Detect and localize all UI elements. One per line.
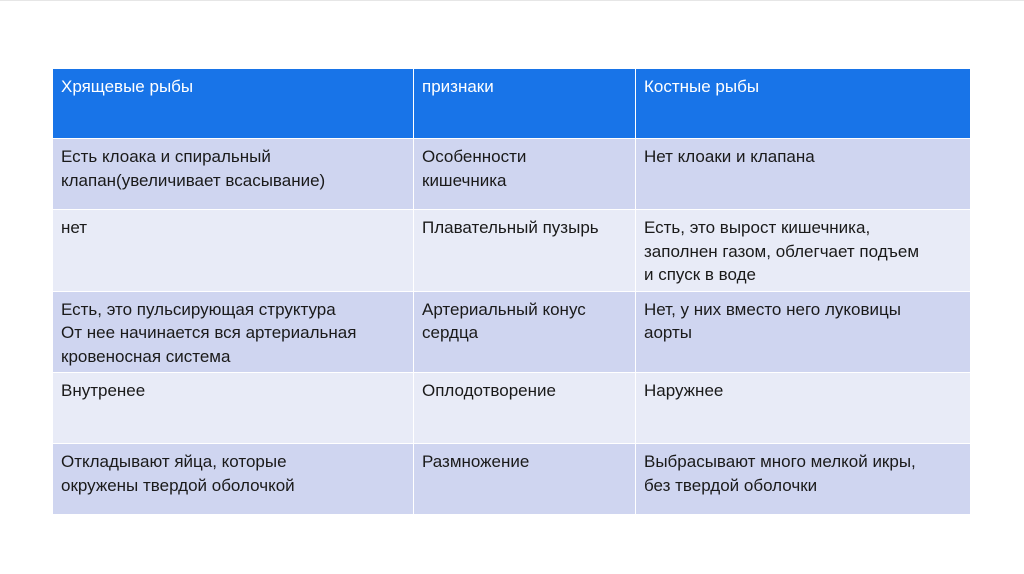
table-row [53,210,971,292]
table-header-row [53,69,971,139]
table-row [53,291,971,373]
table-row [53,373,971,444]
header-cartilaginous-fish: Хрящевые рыбы [53,69,414,139]
table-cell: Есть клоака и спиральный клапан(увеличивает всасывание) [53,139,414,210]
table-cell: Откладывают яйца, которые окружены твердой оболочкой [53,444,414,515]
fish-comparison-table [52,68,971,515]
table-cell: Выбрасывают много мелкой икры, без твердой оболочки [636,444,971,515]
table-cell: Размножение [414,444,636,515]
table-row [53,139,971,210]
table-cell: Оплодотворение [414,373,636,444]
table-cell: Внутренее [53,373,414,444]
header-features: признаки [414,69,636,139]
comparison-table-container [52,68,970,515]
table-cell: Нет клоаки и клапана [636,139,971,210]
table-cell: Наружнее [636,373,971,444]
table-cell: Плавательный пузырь [414,210,636,292]
header-bony-fish: Костные рыбы [636,69,971,139]
table-cell: Нет, у них вместо него луковицы аорты [636,291,971,373]
table-cell: Особенности кишечника [414,139,636,210]
table-cell: Артериальный конус сердца [414,291,636,373]
slide-top-rule [0,0,1024,1]
table-cell: Есть, это вырост кишечника, заполнен газом, облегчает подъем и спуск в воде [636,210,971,292]
table-row [53,444,971,515]
table-cell: нет [53,210,414,292]
table-cell: Есть, это пульсирующая структура От нее начинается вся артериальная кровеносная система [53,291,414,373]
